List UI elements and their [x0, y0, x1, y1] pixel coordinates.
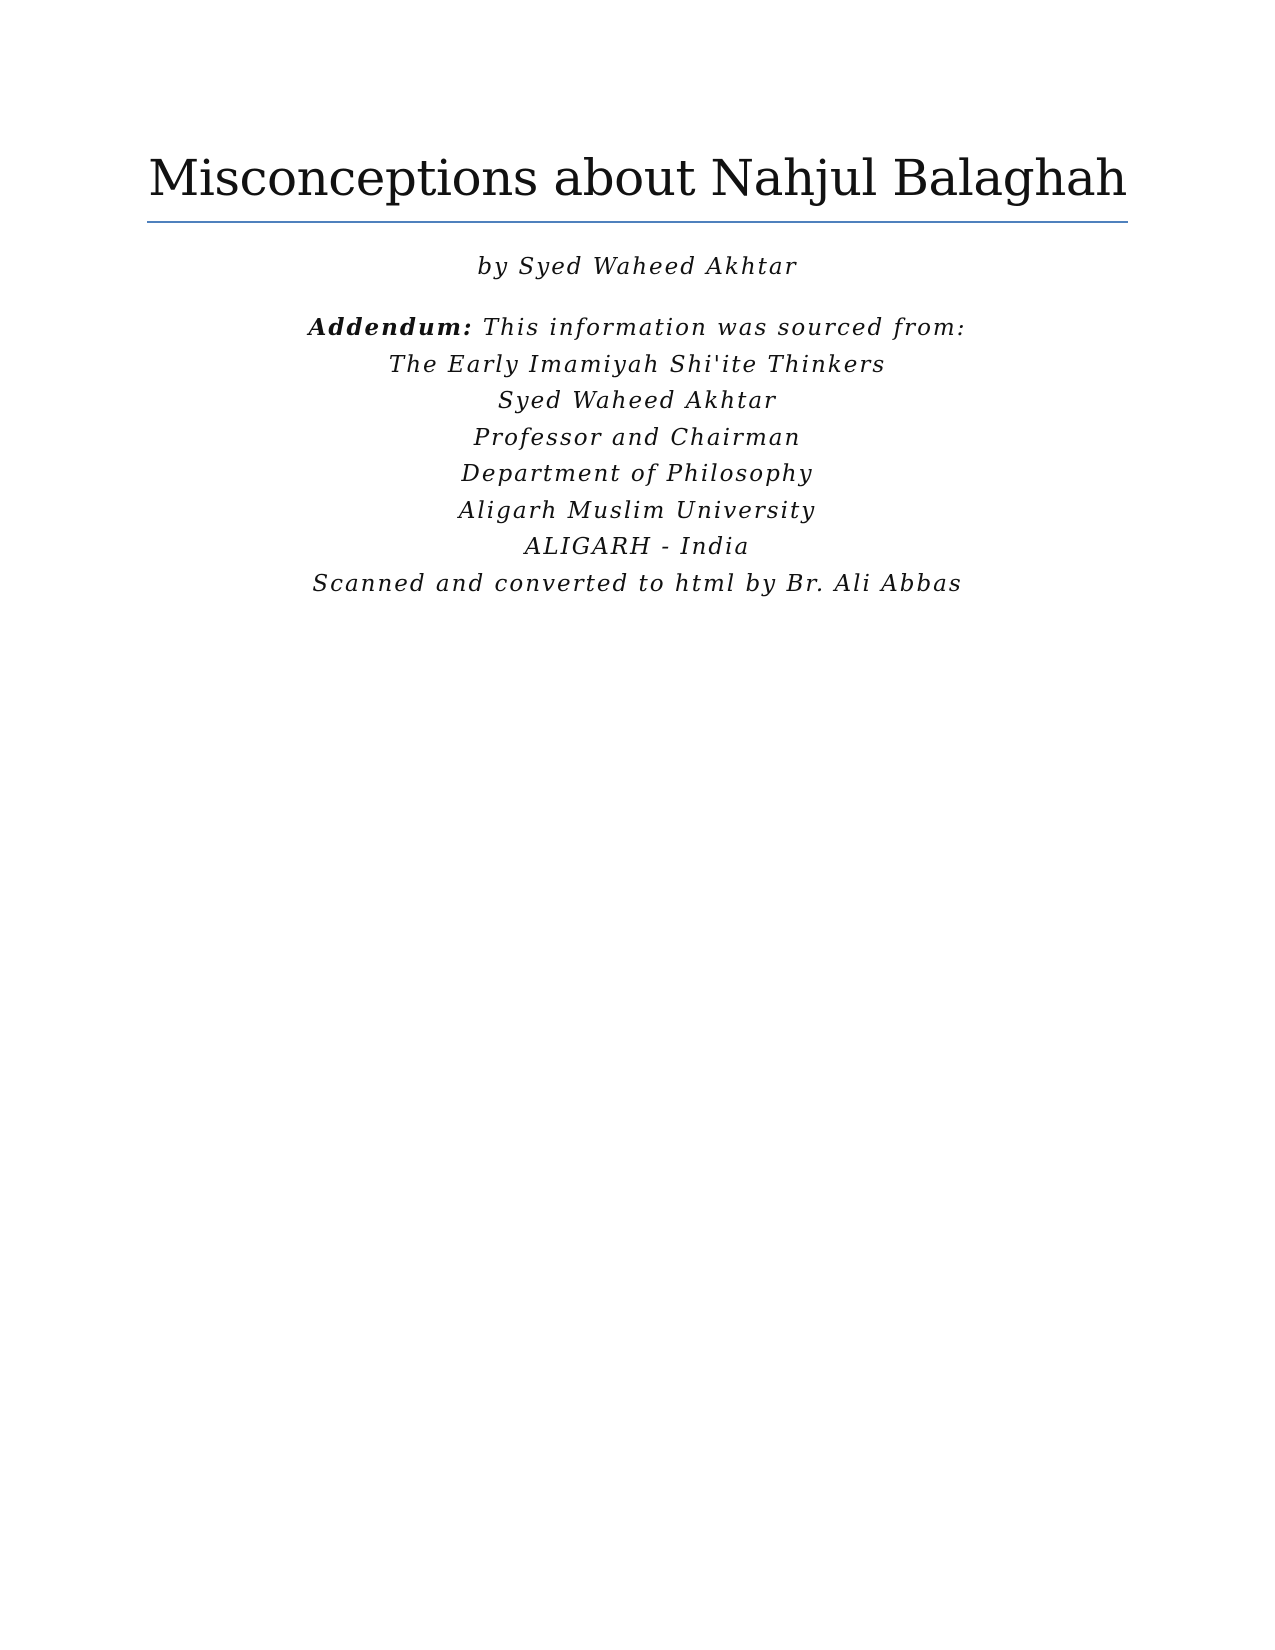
author-university: Aligarh Muslim University: [458, 497, 817, 524]
source-book-title: The Early Imamiyah Shi'ite Thinkers: [388, 351, 887, 378]
title-underline: [147, 221, 1128, 223]
addendum-label: Addendum:: [308, 314, 474, 341]
addendum-intro-line: [0, 310, 1275, 347]
author-position: Professor and Chairman: [473, 424, 802, 451]
addendum-intro: This information was sourced from:: [482, 315, 967, 341]
page-title: Misconceptions about Nahjul Balaghah: [148, 149, 1127, 207]
author-byline: by Syed Waheed Akhtar: [477, 254, 798, 280]
title-block: [147, 148, 1128, 208]
source-author: Syed Waheed Akhtar: [497, 388, 778, 414]
author-department: Department of Philosophy: [461, 461, 814, 487]
scan-credit: Scanned and converted to html by Br. Ali Abbas: [312, 570, 963, 597]
author-location: ALIGARH - India: [524, 534, 751, 560]
addendum-block: [0, 310, 1275, 602]
